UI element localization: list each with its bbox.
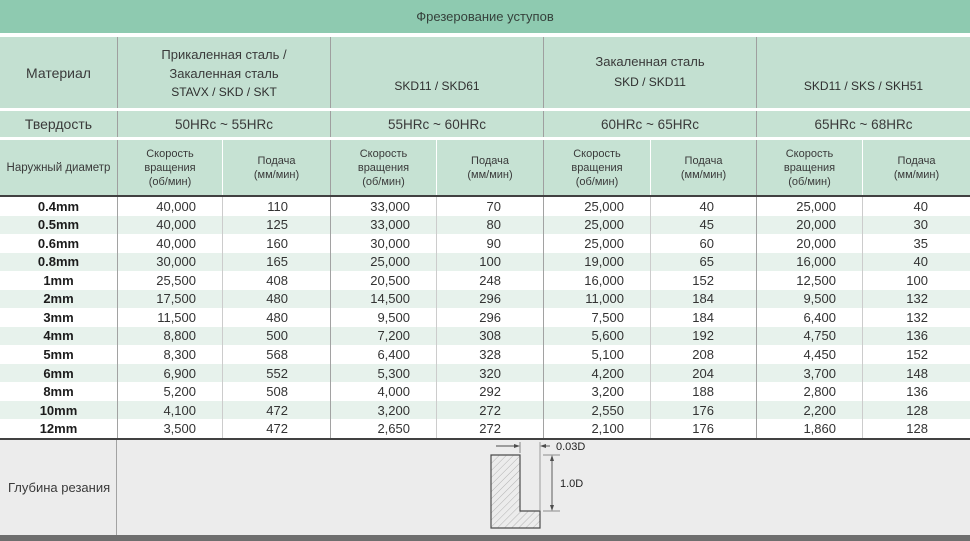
feed-cell: 480: [222, 308, 330, 327]
speed-cell: 4,200: [543, 364, 650, 383]
diameter-cell: 2mm: [43, 291, 74, 307]
speed-cell: 3,200: [330, 401, 436, 420]
feed-cell: 165: [222, 253, 330, 272]
speed-header-line: Скорость: [785, 147, 834, 160]
speed-cell: 11,000: [543, 290, 650, 309]
speed-cell: 9,500: [330, 308, 436, 327]
speed-cell: 25,500: [117, 271, 222, 290]
feed-cell: 100: [862, 271, 970, 290]
feed-column-header: [650, 140, 756, 195]
feed-cell: 184: [650, 290, 756, 309]
feed-cell: 45: [650, 216, 756, 235]
speed-cell: 25,000: [330, 253, 436, 272]
feed-cell: 552: [222, 364, 330, 383]
dim-depth-label: 1.0D: [560, 478, 584, 490]
speed-cell: 2,550: [543, 401, 650, 420]
speed-header-line: (об/мин): [575, 175, 619, 188]
feed-cell: 152: [862, 345, 970, 364]
feed-cell: 208: [650, 345, 756, 364]
diameter-cell: 12mm: [39, 421, 78, 437]
feed-cell: 128: [862, 401, 970, 420]
feed-column-header: [222, 140, 330, 195]
speed-cell: 4,750: [756, 327, 862, 346]
speed-cell: 8,300: [117, 345, 222, 364]
feed-header-line: (мм/мин): [680, 168, 727, 181]
feed-cell: 296: [436, 308, 543, 327]
speed-cell: 9,500: [756, 290, 862, 309]
feed-cell: 35: [862, 234, 970, 253]
speed-cell: 33,000: [330, 216, 436, 235]
hardness-group-4: 65HRc ~ 68HRc: [756, 111, 970, 137]
speed-cell: 8,800: [117, 327, 222, 346]
speed-cell: 2,200: [756, 401, 862, 420]
feed-cell: 328: [436, 345, 543, 364]
feed-cell: 192: [650, 327, 756, 346]
material-group-1-line1: Прикаленная сталь /: [161, 47, 287, 62]
speed-header-line: Скорость: [359, 147, 408, 160]
speed-cell: 1,860: [756, 419, 862, 438]
table-row: [0, 308, 970, 327]
feed-cell: 65: [650, 253, 756, 272]
feed-cell: 132: [862, 308, 970, 327]
speed-cell: 5,600: [543, 327, 650, 346]
cutting-depth-label: Глубина резания: [0, 440, 117, 535]
feed-header-line: Подача: [897, 154, 936, 167]
speed-cell: 14,500: [330, 290, 436, 309]
feed-cell: 176: [650, 401, 756, 420]
speed-cell: 6,400: [756, 308, 862, 327]
material-group-1: [117, 37, 330, 108]
feed-cell: 80: [436, 216, 543, 235]
feed-header-line: Подача: [684, 154, 723, 167]
diameter-cell: 3mm: [43, 309, 74, 325]
speed-column-header: [543, 140, 650, 195]
feed-header-line: Подача: [257, 154, 296, 167]
speed-cell: 25,000: [756, 197, 862, 216]
speed-cell: 5,100: [543, 345, 650, 364]
feed-cell: 176: [650, 419, 756, 438]
feed-cell: 136: [862, 382, 970, 401]
speed-cell: 3,200: [543, 382, 650, 401]
feed-cell: 132: [862, 290, 970, 309]
data-rows: [0, 197, 970, 438]
speed-cell: 5,300: [330, 364, 436, 383]
speed-cell: 7,200: [330, 327, 436, 346]
material-group-3-line1: Закаленная сталь: [595, 54, 705, 69]
material-header-row: [0, 37, 970, 108]
feed-cell: 60: [650, 234, 756, 253]
feed-cell: 152: [650, 271, 756, 290]
speed-cell: 25,000: [543, 234, 650, 253]
diameter-column-header: Наружный диаметр: [6, 161, 111, 174]
material-group-2: [330, 37, 543, 108]
hardness-label: Твердость: [24, 116, 93, 132]
feed-cell: 508: [222, 382, 330, 401]
material-group-4: [756, 37, 970, 108]
material-group-1-codes: STAVX / SKD / SKT: [171, 85, 277, 99]
diameter-cell: 6mm: [43, 365, 74, 381]
speed-cell: 30,000: [330, 234, 436, 253]
material-group-1-line2: Закаленная сталь: [169, 66, 279, 81]
feed-cell: 110: [222, 197, 330, 216]
speed-cell: 7,500: [543, 308, 650, 327]
speed-cell: 12,500: [756, 271, 862, 290]
feed-cell: 272: [436, 419, 543, 438]
speed-header-line: (об/мин): [148, 175, 192, 188]
speed-cell: 6,400: [330, 345, 436, 364]
feed-cell: 148: [862, 364, 970, 383]
hardness-group-3: 60HRc ~ 65HRc: [543, 111, 756, 137]
speed-cell: 20,500: [330, 271, 436, 290]
table-row: [0, 290, 970, 309]
material-group-4-codes: SKD11 / SKS / SKH51: [803, 79, 924, 93]
speed-header-line: Скорость: [573, 147, 621, 160]
speed-column-header: [756, 140, 862, 195]
hardness-row: [0, 111, 970, 137]
speed-cell: 25,000: [543, 216, 650, 235]
speed-cell: 25,000: [543, 197, 650, 216]
speed-cell: 19,000: [543, 253, 650, 272]
speed-cell: 16,000: [543, 271, 650, 290]
table-row: [0, 197, 970, 216]
feed-header-line: (мм/мин): [893, 168, 940, 181]
title-bar: [0, 0, 970, 33]
diameter-cell: 0.6mm: [37, 235, 80, 251]
speed-cell: 4,450: [756, 345, 862, 364]
speed-cell: 33,000: [330, 197, 436, 216]
page-title: Фрезерование уступов: [416, 9, 554, 24]
table-row: [0, 382, 970, 401]
feed-cell: 408: [222, 271, 330, 290]
table-row: [0, 364, 970, 383]
feed-cell: 500: [222, 327, 330, 346]
workpiece-step-shape: [491, 455, 540, 528]
diameter-cell: 0.5mm: [37, 217, 80, 233]
table-row: [0, 271, 970, 290]
material-group-3: [543, 37, 756, 108]
speed-column-header: [330, 140, 436, 195]
feed-cell: 568: [222, 345, 330, 364]
diameter-cell: 1mm: [43, 272, 74, 288]
speed-header-line: вращения: [571, 161, 623, 174]
speed-column-header: [117, 140, 222, 195]
speed-header-line: вращения: [144, 161, 196, 174]
feed-header-line: Подача: [471, 154, 509, 167]
step-profile-diagram: [486, 440, 606, 534]
speed-cell: 5,200: [117, 382, 222, 401]
feed-cell: 128: [862, 419, 970, 438]
speed-header-line: Скорость: [146, 147, 194, 160]
speed-header-line: вращения: [783, 161, 836, 174]
feed-header-line: (мм/мин): [467, 168, 513, 181]
feed-cell: 480: [222, 290, 330, 309]
table-row: [0, 253, 970, 272]
diameter-cell: 4mm: [43, 328, 74, 344]
speed-header-line: вращения: [357, 161, 410, 174]
feed-cell: 100: [436, 253, 543, 272]
feed-cell: 204: [650, 364, 756, 383]
cutting-depth-row: [0, 440, 970, 535]
material-group-3-codes: SKD / SKD11: [614, 75, 686, 89]
speed-cell: 3,500: [117, 419, 222, 438]
feed-cell: 308: [436, 327, 543, 346]
speed-cell: 30,000: [117, 253, 222, 272]
feed-cell: 40: [862, 253, 970, 272]
feed-cell: 30: [862, 216, 970, 235]
speed-cell: 17,500: [117, 290, 222, 309]
feed-cell: 70: [436, 197, 543, 216]
table-row: [0, 401, 970, 420]
feed-column-header: [862, 140, 970, 195]
speed-cell: 2,650: [330, 419, 436, 438]
speed-cell: 6,900: [117, 364, 222, 383]
material-label: Материал: [26, 64, 91, 81]
table-row: [0, 419, 970, 438]
diameter-cell: 0.8mm: [37, 254, 80, 270]
feed-column-header: [436, 140, 543, 195]
feed-header-line: (мм/мин): [253, 168, 300, 181]
feed-cell: 292: [436, 382, 543, 401]
hardness-group-2: 55HRc ~ 60HRc: [330, 111, 543, 137]
column-header-row: [0, 140, 970, 195]
hardness-group-1: 50HRc ~ 55HRc: [117, 111, 330, 137]
speed-header-line: (об/мин): [788, 175, 831, 188]
feed-cell: 40: [862, 197, 970, 216]
feed-cell: 136: [862, 327, 970, 346]
speed-cell: 4,000: [330, 382, 436, 401]
dim-step-label: 0.03D: [556, 441, 586, 453]
feed-cell: 188: [650, 382, 756, 401]
speed-cell: 40,000: [117, 234, 222, 253]
feed-cell: 160: [222, 234, 330, 253]
table-row: [0, 234, 970, 253]
speed-cell: 2,800: [756, 382, 862, 401]
diameter-cell: 0.4mm: [37, 198, 80, 214]
speed-cell: 40,000: [117, 197, 222, 216]
table-row: [0, 345, 970, 364]
feed-cell: 272: [436, 401, 543, 420]
diameter-cell: 10mm: [39, 402, 78, 418]
feed-cell: 248: [436, 271, 543, 290]
diameter-cell: 5mm: [43, 347, 74, 363]
bottom-edge-bar: [0, 535, 970, 541]
speed-cell: 11,500: [117, 308, 222, 327]
diameter-cell: 8mm: [43, 384, 74, 400]
material-group-2-codes: SKD11 / SKD61: [394, 79, 480, 93]
feed-cell: 472: [222, 419, 330, 438]
speed-cell: 3,700: [756, 364, 862, 383]
feed-cell: 90: [436, 234, 543, 253]
feed-cell: 184: [650, 308, 756, 327]
feed-cell: 472: [222, 401, 330, 420]
feed-cell: 296: [436, 290, 543, 309]
speed-cell: 2,100: [543, 419, 650, 438]
feed-cell: 320: [436, 364, 543, 383]
feed-cell: 40: [650, 197, 756, 216]
speed-cell: 4,100: [117, 401, 222, 420]
table-row: [0, 327, 970, 346]
speed-cell: 16,000: [756, 253, 862, 272]
speed-cell: 20,000: [756, 216, 862, 235]
feed-cell: 125: [222, 216, 330, 235]
speed-cell: 40,000: [117, 216, 222, 235]
table-row: [0, 216, 970, 235]
speed-cell: 20,000: [756, 234, 862, 253]
speed-header-line: (об/мин): [362, 175, 405, 188]
